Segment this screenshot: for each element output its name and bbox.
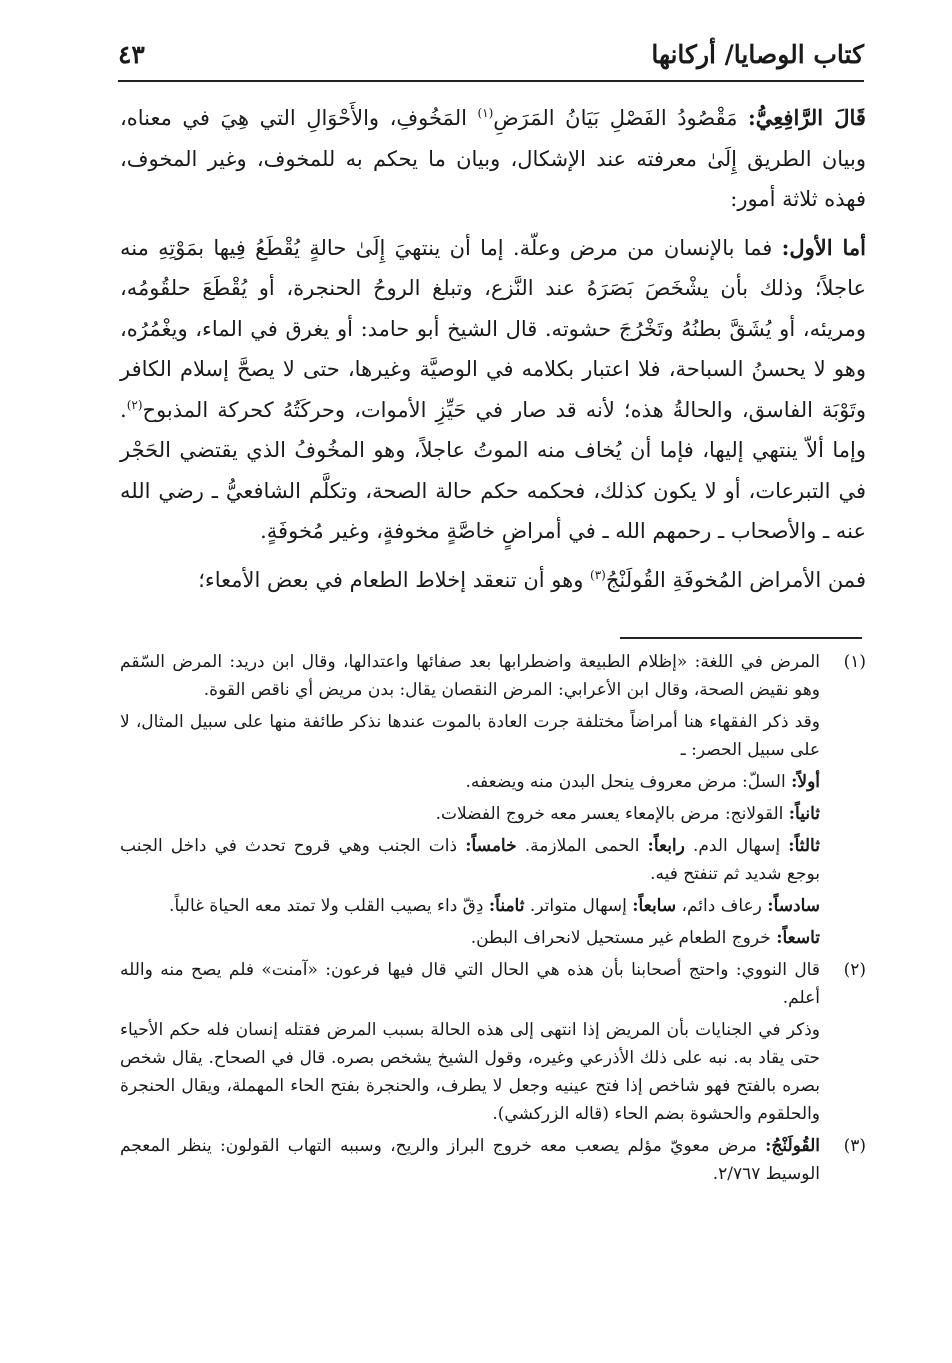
item-7-text: إسهال متواتر. bbox=[529, 896, 627, 916]
paragraph-2-text-a: فما بالإنسان من مرض وعلّة. إما أن ينتهيَ إِلَىٰ حالةٍ يُقْطَعُ فِيها بمَوْتِهِ منه عاجلاً؛ وذلك بأن يشْخَصَ بَصَرَهُ عند النَّزع، وتبلغ الروحُ الحنجرة، أو يُقْطَعَ حلقُومُه، ومريئه، أو يُشَقَّ بطنُهُ وتَخْرُجَ حشوته. قال الشيخ أبو حامد: أو يغرق في الماء، ويغْمُرُه، وهو لا يحسنُ السباحة، فلا اعتبار بكلامه في الوصيَّة وغيرها، حتى لا يصحَّ إسلام الكافر وتَوْبَة الفاسق، والحالةُ هذه؛ لأنه قد صار في حَيِّزِ الأموات، وحركَتُهُ كحركة المذبوح bbox=[120, 235, 866, 422]
footnote-1-item-6 bbox=[120, 892, 820, 920]
item-9-lead: تاسعاً: bbox=[776, 928, 820, 948]
footnote-1-body bbox=[120, 648, 820, 956]
paragraph-2-lead: أما الأول: bbox=[781, 234, 866, 260]
footnote-1-number: (١) bbox=[843, 652, 866, 672]
item-6-lead: سادساً: bbox=[767, 896, 820, 916]
footnote-2-para-2: وذكر في الجنايات بأن المريض إذا انتهى إلى هذه الحالة بسبب المرض فقتله إنسان فله حكم الأحياء حتى يقاد به. نبه على ذلك الأذرعي وغيره، وقول الشيخ يشخص بصره. قال في الصحاح. يقال شخص بصره بالفتح فهو شاخص إذا فتح عينيه وجعل لا يطرف، والحنجرة بفتح الحاء المهملة، ويقال الحنجرة والحلقوم والحشوة بضم الحاء (قاله الزركشي). bbox=[120, 1020, 820, 1124]
item-3-lead: ثالثاً: bbox=[788, 836, 820, 856]
main-text bbox=[120, 98, 866, 608]
item-1-lead: أولاً: bbox=[791, 772, 820, 792]
item-8-text: دِقّ داء يصيب القلب ولا تمتد معه الحياة غالباً. bbox=[169, 896, 484, 916]
paragraph-1-text-a: مَقْصُودُ الفَصْلِ بَيَانُ المَرَضِ bbox=[493, 106, 738, 130]
item-5-lead: خامساً: bbox=[465, 836, 517, 856]
page-header bbox=[118, 34, 864, 76]
footnote-1-para-1: المرض في اللغة: «إظلام الطبيعة واضطرابها بعد صفائها واعتدالها، وقال ابن دريد: المرض السّقم وهو نقيض الصحة، وقال ابن الأعرابي: المرض النقصان يقال: بدن مريض أي ناقص القوة. bbox=[120, 652, 820, 700]
item-3-text-a: إسهال الدم. bbox=[692, 836, 781, 856]
footnote-2 bbox=[120, 956, 866, 1132]
footnote-2-para-1: قال النووي: واحتج أصحابنا بأن هذه هي الحال التي قال فيها فرعون: «آمنت» فلم يصح منه والله أعلم. bbox=[120, 960, 820, 1008]
footnote-ref-1: (١) bbox=[477, 106, 494, 120]
footnote-3-para bbox=[120, 1132, 820, 1188]
item-7-lead: سابعاً: bbox=[632, 896, 677, 916]
footnote-3-lead: القُولَنْجُ: bbox=[765, 1136, 821, 1156]
paragraph-3 bbox=[120, 560, 866, 601]
item-1-text: السلّ: مرض معروف ينحل البدن منه ويضعفه. bbox=[465, 772, 786, 792]
item-4-lead: رابعاً: bbox=[647, 836, 685, 856]
footnote-ref-2: (٢) bbox=[126, 397, 143, 412]
footnote-1-item-2 bbox=[120, 800, 820, 828]
running-title: كتاب الوصايا/ أركانها bbox=[651, 40, 864, 69]
header-rule bbox=[118, 80, 864, 82]
footnote-1-item-1 bbox=[120, 768, 820, 796]
item-3-text-c: ذات الجنب وهي قروح تحدث في داخل الجنب بوجع شديد ثم تنفتح فيه. bbox=[120, 836, 820, 884]
item-3-text-b: الحمى الملازمة. bbox=[524, 836, 640, 856]
paragraph-1-text-b: المَخُوفِ، والأَحْوَالِ التي هِيَ في معناه، وبيان الطريق إِلَىٰ معرفته عند الإشكال، وبيان ما يحكم به للمخوف، وغير المخوف، فهذه ثلاثة أمور: bbox=[120, 106, 866, 211]
footnote-3 bbox=[120, 1132, 866, 1192]
paragraph-3-text-b: وهو أن تنعقد إخلاط الطعام في بعض الأمعاء؛ bbox=[198, 567, 584, 592]
footnote-2-number: (٢) bbox=[843, 960, 866, 980]
footnotes bbox=[120, 648, 866, 1192]
footnote-1 bbox=[120, 648, 866, 956]
paragraph-1-lead: قَالَ الرَّافِعِيُّ: bbox=[748, 105, 866, 130]
item-2-lead: ثانياً: bbox=[788, 804, 820, 824]
paragraph-2-text-b: . وإما ألاّ ينتهي إليها، فإما أن يُخاف منه الموتُ عاجلاً، وهو المخُوفُ الذي يقتضي الحَجْر في التبرعات، أو لا يكون كذلك، فحكمه حكم حالة الصحة، وتكلَّم الشافعيُّ ـ رضي الله عنه ـ والأصحاب ـ رحمهم الله ـ في أمراضٍ خاصَّةٍ مخوفةٍ، وغير مُخوفَةٍ. bbox=[120, 397, 866, 543]
paragraph-1 bbox=[120, 98, 866, 220]
item-2-text: القولانج: مرض بالإمعاء يعسر معه خروج الفضلات. bbox=[435, 804, 784, 824]
footnote-3-body bbox=[120, 1132, 820, 1192]
footnote-ref-3: (٣) bbox=[590, 567, 606, 582]
paragraph-3-text-a: فمن الأمراض المُخوفَةِ القُولَنْجُ bbox=[605, 567, 866, 592]
footnote-3-number: (٣) bbox=[843, 1136, 866, 1156]
page-number: ٤٣ bbox=[118, 40, 145, 69]
footnote-2-body bbox=[120, 956, 820, 1132]
item-9-text: خروج الطعام غير مستحيل لانحراف البطن. bbox=[470, 928, 771, 948]
footnote-1-item-9 bbox=[120, 924, 820, 952]
footnote-separator bbox=[620, 637, 862, 639]
item-6-text: رعاف دائم، bbox=[681, 896, 762, 916]
footnote-3-text: مرض معويّ مؤلم يصعب معه خروج البراز والريح، وسببه التهاب القولون: ينظر المعجم الوسيط ٢/٧٦٧. bbox=[120, 1136, 820, 1184]
item-8-lead: ثامناً: bbox=[488, 896, 525, 916]
paragraph-2 bbox=[120, 228, 866, 552]
footnote-1-item-3 bbox=[120, 832, 820, 888]
footnote-1-para-2: وقد ذكر الفقهاء هنا أمراضاً مختلفة جرت العادة بالموت عندها نذكر طائفة منها على سبيل المثال، لا على سبيل الحصر: ـ bbox=[120, 712, 820, 760]
